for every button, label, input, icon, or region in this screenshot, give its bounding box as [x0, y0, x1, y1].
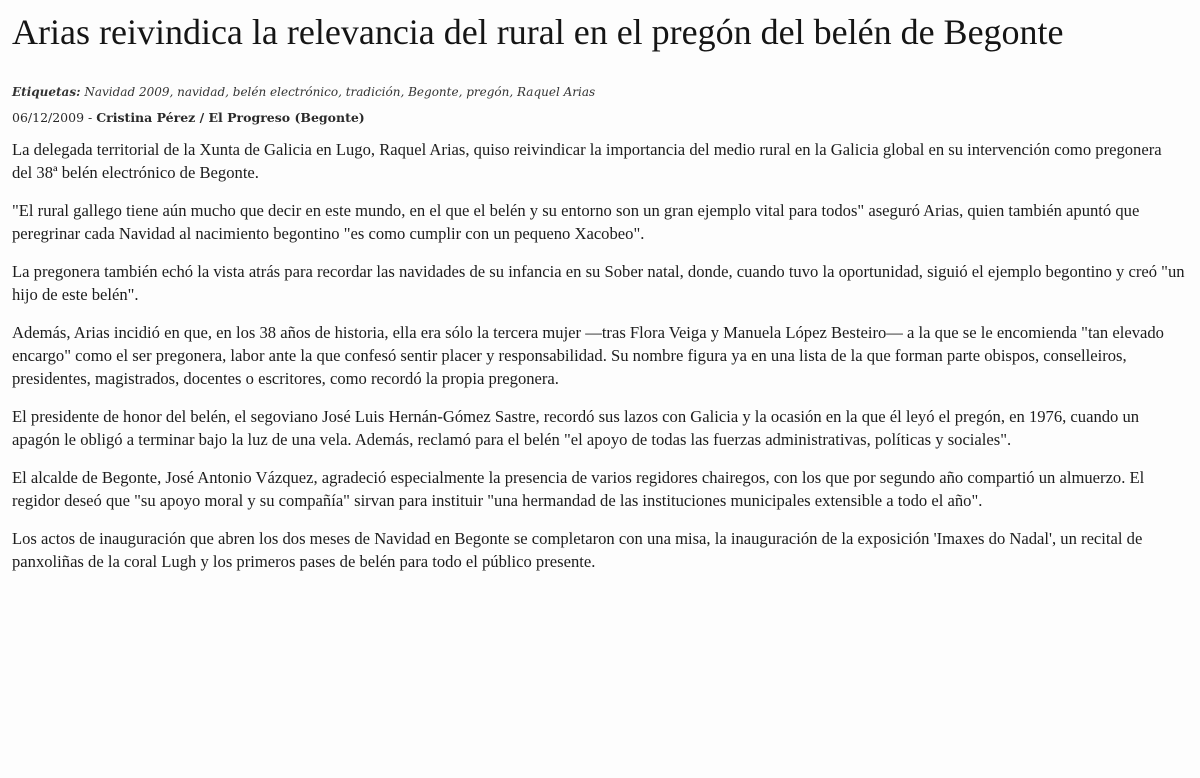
article-paragraph-7: Los actos de inauguración que abren los dos meses de Navidad en Begonte se completaron con una misa, la inauguración de la exposición 'Imaxes do Nadal', un recital de panxoliñas de la coral Lugh y los primeros pases de belén para todo el público presente. — [12, 529, 1143, 571]
byline-separator: - — [84, 110, 97, 125]
article-paragraph-5: El presidente de honor del belén, el segoviano José Luis Hernán-Gómez Sastre, recordó sus lazos con Galicia y la ocasión en la que él leyó el pregón, en 1976, cuando un apagón le obligó a terminar bajo la luz de una vela. Además, reclamó para el belén "el apoyo de todas las fuerzas administrativas, políticas y sociales". — [12, 407, 1140, 449]
tags-label: Etiquetas: — [12, 85, 81, 99]
tags-list: Navidad 2009, navidad, belén electrónico, tradición, Begonte, pregón, Raquel Arias — [84, 85, 596, 99]
article-paragraph-1: La delegada territorial de la Xunta de Galicia en Lugo, Raquel Arias, quiso reivindicar la importancia del medio rural en la Galicia global en su intervención como pregonera del 38ª belén electrónico de Begonte. — [12, 140, 1162, 182]
article-paragraph-2: "El rural gallego tiene aún mucho que decir en este mundo, en el que el belén y su entorno son un gran ejemplo vital para todos" aseguró Arias, quien también apuntó que peregrinar cada Navidad al nacimiento begontino "es como cumplir con un pequeno Xacobeo". — [12, 201, 1140, 243]
article-date: 06/12/2009 — [12, 110, 85, 125]
article-byline — [12, 110, 1186, 126]
article-paragraph-4: Además, Arias incidió en que, en los 38 años de historia, ella era sólo la tercera mujer —tras Flora Veiga y Manuela López Besteiro— a la que se le encomienda "tan elevado encargo" como el ser pregonera, labor ante la que confesó sentir placer y responsabilidad. Su nombre figura ya en una lista de la que forman parte obispos, conselleiros, presidentes, magistrados, docentes o escritores, como recordó la propia pregonera. — [12, 323, 1164, 388]
article-author: Cristina Pérez / El Progreso (Begonte) — [96, 110, 365, 125]
article-paragraph-3: La pregonera también echó la vista atrás para recordar las navidades de su infancia en su Sober natal, donde, cuando tuvo la oportunidad, siguió el ejemplo begontino y creó "un hijo de este belén". — [12, 262, 1185, 304]
article-paragraph-6: El alcalde de Begonte, José Antonio Vázquez, agradeció especialmente la presencia de varios regidores chairegos, con los que por segundo año compartió un almuerzo. El regidor deseó que "su apoyo moral y su compañía" sirvan para instituir "una hermandad de las instituciones municipales extensible a todo el año". — [12, 468, 1145, 510]
article-headline: Arias reivindica la relevancia del rural en el pregón del belén de Begonte — [12, 12, 1064, 52]
article-tags — [12, 84, 1186, 100]
